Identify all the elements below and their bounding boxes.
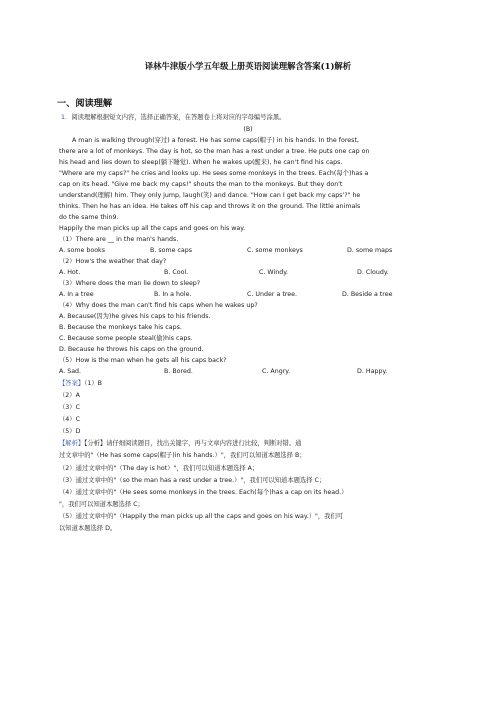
option: C. Angry. — [262, 368, 291, 375]
option: B. Because the monkeys take his caps. — [59, 324, 182, 331]
answer-item: （4）C — [59, 416, 80, 423]
passage-line: there are a lot of monkeys. The day is hot, so the man has a rest under a tree. He puts one cap on — [59, 148, 370, 155]
question-number: 1． — [61, 114, 72, 121]
passage-line: do the same thin9. — [59, 214, 119, 221]
document-title: 译林牛津版小学五年级上册英语阅读理解含答案(1)解析 — [144, 61, 352, 71]
answer-line — [59, 380, 102, 388]
option: D. Beside a tree — [342, 291, 393, 298]
option: A. In a tree — [59, 291, 94, 298]
analysis-line — [59, 440, 301, 448]
answer-item: （3）C — [59, 404, 80, 411]
option: C. Because some people steal(偷)his caps. — [59, 335, 193, 342]
option: D. Happy. — [357, 368, 388, 375]
option: A. Hot. — [59, 269, 81, 276]
analysis-tag: 【解析】 — [59, 440, 85, 447]
option: C. Windy. — [259, 269, 289, 276]
question-text: （1）There are __ in the man's hands. — [59, 236, 179, 243]
passage-line: "Where are my caps?" he cries and looks up. He sees some monkeys in the trees. Each(每个)has a — [59, 170, 369, 177]
option: D. Cloudy. — [357, 269, 389, 276]
option: D. Because he throws his caps on the ground. — [59, 346, 204, 353]
passage-line: Happily the man picks up all the caps and goes on his way. — [59, 225, 246, 232]
question-text: （5）How is the man when he gets all his caps back? — [59, 357, 227, 364]
answer-item: （5）D — [59, 428, 81, 435]
analysis-line: "，我们可以知道本题选择 C； — [59, 501, 144, 508]
instruction-text: 阅读理解根据短文内容，选择正确答案，在答题卷上将对应的字母编号涂黑。 — [71, 114, 286, 121]
passage-line: understand(理解) him. They only jump, laugh(笑) and dance. "How can I get back my caps'?" he — [59, 192, 361, 199]
option: A. Because(因为)he gives his caps to his friends. — [59, 313, 211, 320]
section-heading: 一、阅读理解 — [57, 98, 113, 109]
instruction-line — [61, 114, 285, 122]
passage-part-label: (B) — [243, 126, 253, 133]
analysis-text: 【分析】请仔细阅读题目，找出关键字，再与文章内容进行比较，判断对错。通 — [84, 440, 302, 447]
option: A. some books — [59, 247, 105, 254]
answer-item: （1）B — [84, 380, 102, 387]
passage-line: thinks. Then he has an idea. He takes off his cap and throws it on the ground. The little animals — [59, 203, 361, 210]
analysis-line: （4）通过文章中的"（He sees some monkeys in the trees. Each(每个)has a cap on its head.） — [59, 489, 348, 496]
analysis-line: 过文章中的"（He has some caps(帽子)in his hands.）"，我们可以知道本题选择 B； — [59, 452, 306, 459]
option: B. Bored. — [164, 368, 193, 375]
analysis-line: （2）通过文章中的"（The day is hot）"，我们可以知道本题选择 A； — [59, 465, 259, 472]
option: B. some caps — [150, 247, 193, 254]
analysis-line: （3）通过文章中的"（so the man has a rest under a tree.）"，我们可以知道本题选择 C； — [59, 477, 326, 484]
question-text: （3）Where does the man lie down to sleep? — [59, 280, 201, 287]
passage-line: his head and lies down to sleep(躺下睡觉). When he wakes up(醒来), he can't find his caps. — [59, 159, 343, 166]
answer-item: （2）A — [59, 392, 80, 399]
option: D. some maps — [347, 247, 393, 254]
option: A. Sad. — [59, 368, 82, 375]
passage-line: cap on its head. "Give me back my caps!" shouts the man to the monkeys. But they don't — [59, 181, 343, 188]
passage-line: A man is walking through(穿过) a forest. He has some caps(帽子) in his hands. In the forest, — [72, 137, 359, 144]
option: B. Cool. — [164, 269, 189, 276]
option: C. some monkeys — [247, 247, 303, 254]
question-text: （2）How's the weather that day? — [59, 258, 167, 265]
option: C. Under a tree. — [247, 291, 297, 298]
analysis-line: （5）通过文章中的"（Happily the man picks up all the caps and goes on his way.）"，我们可 — [59, 513, 344, 520]
option: B. In a hole. — [154, 291, 192, 298]
analysis-line: 以知道本题选择 D。 — [59, 525, 117, 532]
question-text: （4）Why does the man can't find his caps when he wakes up? — [59, 302, 258, 309]
answer-tag: 【答案】 — [59, 380, 85, 387]
